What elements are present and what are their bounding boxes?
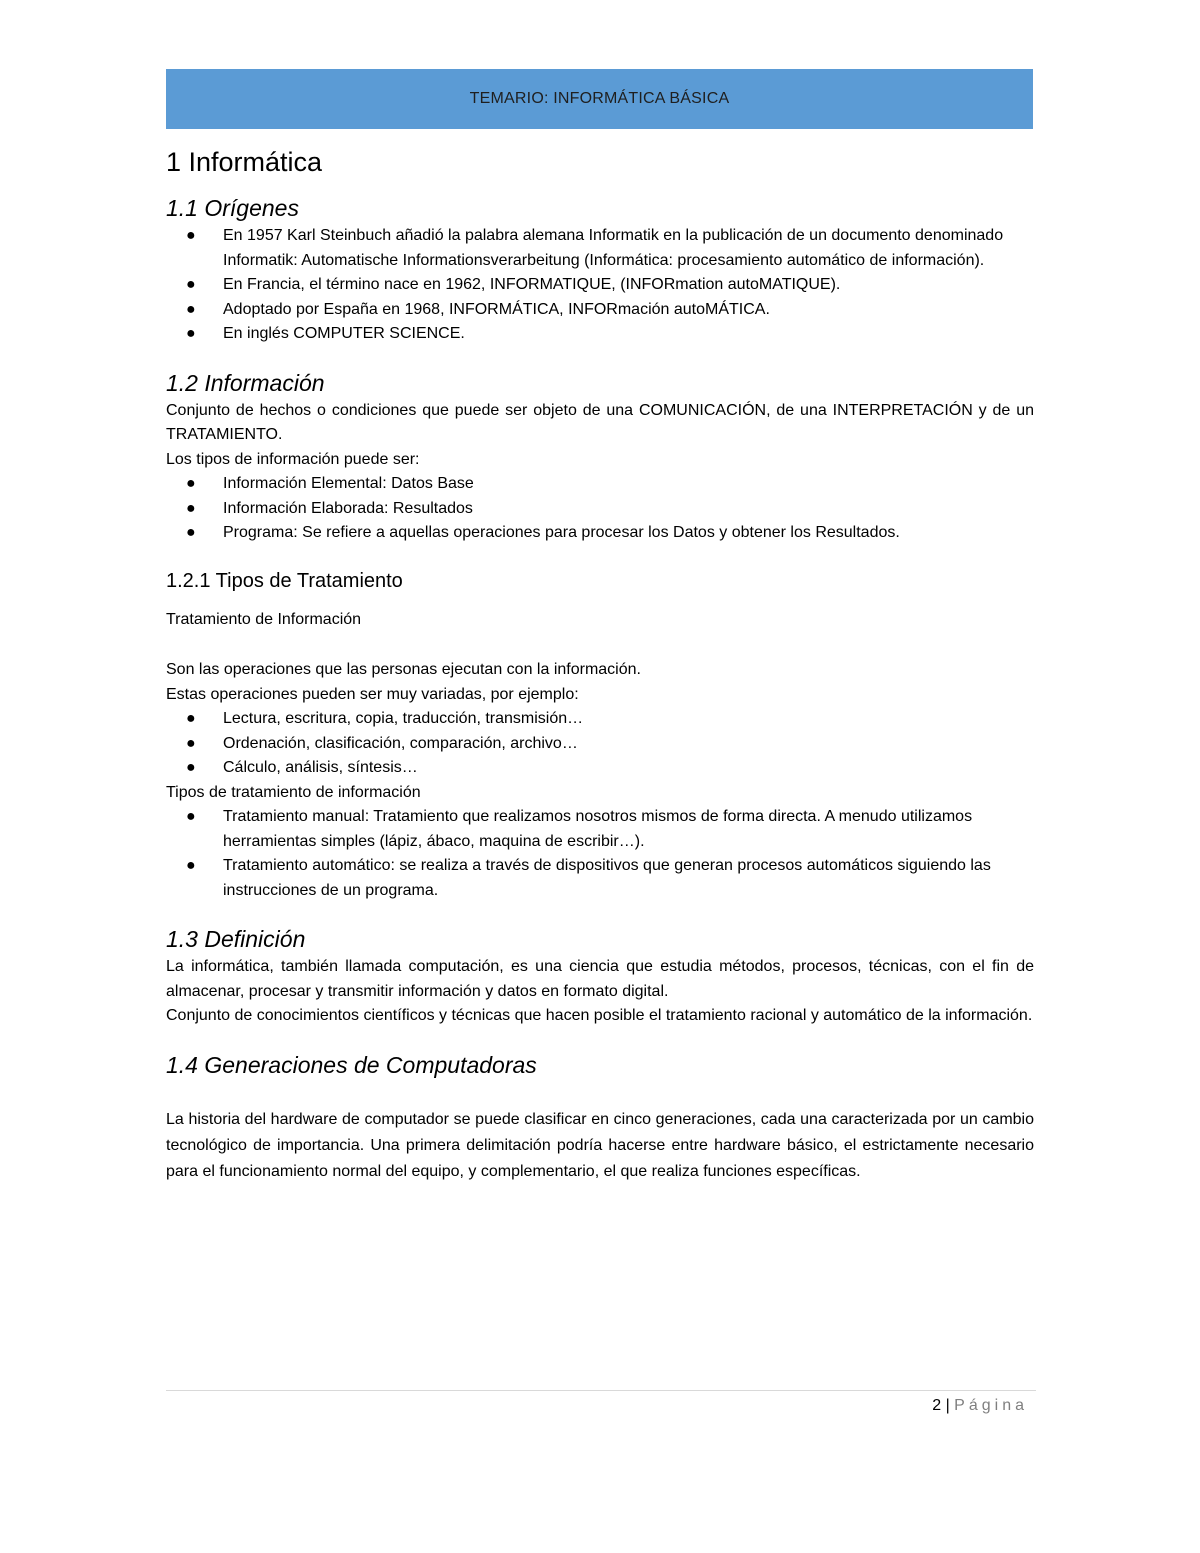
bullet-icon: ● <box>186 499 196 517</box>
bullet-icon: ● <box>186 300 196 318</box>
info-types-list <box>166 472 1034 546</box>
section-1-4-title: 1.4 Generaciones de Computadoras <box>166 1051 537 1078</box>
bullet-icon: ● <box>186 734 196 752</box>
operations-list <box>166 707 1034 781</box>
section-1-3-title: 1.3 Definición <box>166 926 306 952</box>
bullet-icon: ● <box>186 276 196 293</box>
subheading: Tratamiento de Información <box>166 610 362 628</box>
list-item: ● Cálculo, análisis, síntesis… <box>166 756 1034 781</box>
list-item: ● Información Elemental: Datos Base <box>166 472 1034 497</box>
bullet-icon: ● <box>186 227 196 244</box>
bullet-icon: ● <box>186 524 196 541</box>
bullet-icon: ● <box>186 759 196 776</box>
paragraph: Los tipos de información puede ser: <box>166 450 420 468</box>
list-item: ● En 1957 Karl Steinbuch añadió la palabra alemana Informatik en la publicación de un documento denominado Informatik: Automatische Informationsverarbeitung (Informática: procesamiento automático de información). <box>166 224 1034 273</box>
list-item: ● En inglés COMPUTER SCIENCE. <box>166 322 1034 347</box>
bullet-icon: ● <box>186 475 196 492</box>
paragraph: La informática, también llamada computación, es una ciencia que estudia métodos, procesos, técnicas, con el fin de almacenar, procesar y transmitir información y datos en formato digital. <box>166 958 1034 1000</box>
document-body <box>166 140 1034 1185</box>
list-item: ● Tratamiento manual: Tratamiento que realizamos nosotros mismos de forma directa. A menudo utilizamos herramientas simples (lápiz, ábaco, maquina de escribir…). <box>166 805 1034 854</box>
section-1-2-title: 1.2 Información <box>166 369 325 396</box>
list-item: ● Información Elaborada: Resultados <box>166 497 1034 522</box>
header-title: TEMARIO: INFORMÁTICA BÁSICA <box>469 90 730 107</box>
treatment-types-list <box>166 805 1034 903</box>
list-item: ● Tratamiento automático: se realiza a través de dispositivos que generan procesos automáticos siguiendo las instrucciones de un programa. <box>166 854 1034 903</box>
bullet-icon: ● <box>186 710 196 727</box>
list-item: ● Programa: Se refiere a aquellas operaciones para procesar los Datos y obtener los Resultados. <box>166 521 1034 546</box>
paragraph: Conjunto de conocimientos científicos y técnicas que hacen posible el tratamiento racional y automático de la información. <box>166 1007 1033 1024</box>
page-footer <box>932 1397 1028 1415</box>
list-item: ● En Francia, el término nace en 1962, INFORMATIQUE, (INFORmation autoMATIQUE). <box>166 273 1034 298</box>
list-item: ● Adoptado por España en 1968, INFORMÁTICA, INFORmación autoMÁTICA. <box>166 298 1034 323</box>
page-label: Página <box>954 1397 1028 1414</box>
bullet-icon: ● <box>186 857 196 874</box>
list-item: ● Ordenación, clasificación, comparación, archivo… <box>166 732 1034 757</box>
origins-list <box>166 224 1034 347</box>
paragraph: Son las operaciones que las personas ejecutan con la información. <box>166 661 641 678</box>
bullet-icon: ● <box>186 808 196 825</box>
paragraph: Estas operaciones pueden ser muy variadas, por ejemplo: <box>166 685 579 703</box>
paragraph: La historia del hardware de computador se puede clasificar en cinco generaciones, cada una caracterizada por un cambio tecnológico de importancia. Una primera delimitación podría hacerse entre hardware básico, el estrictamente necesario para el funcionamiento normal del equipo, y complementario, el que realiza funciones específicas. <box>166 1110 1034 1180</box>
bullet-icon: ● <box>186 325 196 342</box>
paragraph: Tipos de tratamiento de información <box>166 783 421 801</box>
page-number: 2 <box>932 1397 942 1414</box>
section-1-2-1-title: 1.2.1 Tipos de Tratamiento <box>166 569 403 592</box>
page-header-band <box>166 69 1033 129</box>
section-1-1-title: 1.1 Orígenes <box>166 195 299 221</box>
footer-separator: | <box>945 1397 950 1414</box>
paragraph: Conjunto de hechos o condiciones que puede ser objeto de una COMUNICACIÓN, de una INTERPRETACIÓN y de un TRATAMIENTO. <box>166 401 1034 443</box>
list-item: ● Lectura, escritura, copia, traducción, transmisión… <box>166 707 1034 732</box>
heading-1: 1 Informática <box>166 147 323 177</box>
footer-divider <box>166 1390 1036 1391</box>
